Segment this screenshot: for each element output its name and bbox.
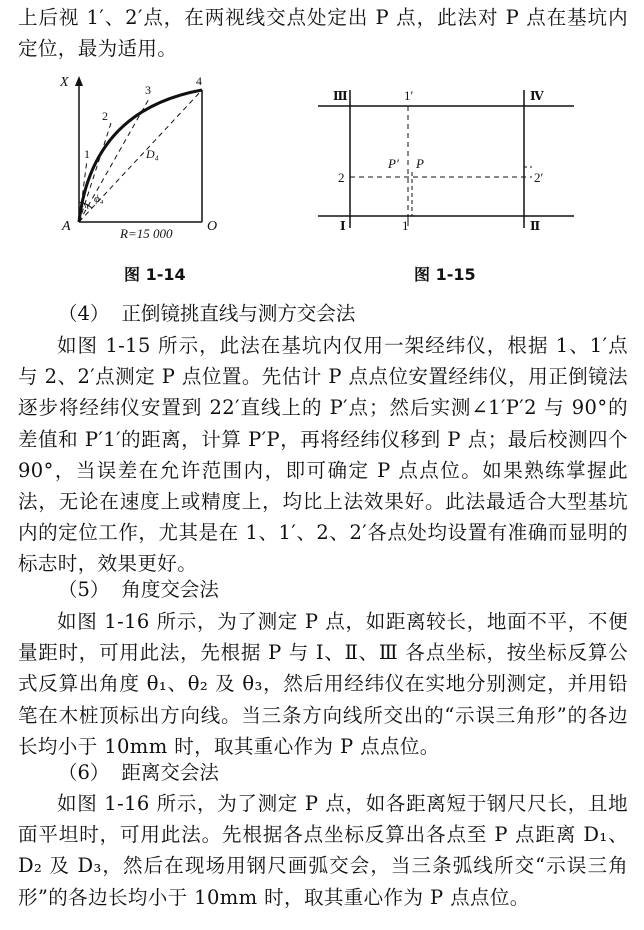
section-6-heading [58,758,219,788]
fig14-label-o: O [207,219,218,234]
section-5-heading [58,575,219,605]
section-4-body: 如图 1-15 所示，此法在基坑内仅用一架经纬仪，根据 1、1′点与 2、2′点测定 P 点位置。先估计 P 点点位安置经纬仪，用正倒镜法逐步将经纬仪安置到 22′直线上的 P′点；然后实测∠1′P′2 与 90°的差值和 P′1′的距离，计算 P′P，再将经纬仪移到 P 点；最后校测四个 90°，当误差在允许范围内，即可确定 P 点点位。如果熟练掌握此法，无论在速度上或精度上，均比上法效果好。此法最适合大型基坑内的定位工作，尤其是在 1、1′、2、2′各点处均设置有准确而显明的标志时，效果更好。 [18,334,628,576]
fig14-label-d4: D₄ [146,147,159,161]
fig15-label-pprime: P′ [388,156,399,171]
section-5-number: （5） [58,578,110,601]
section-4-heading [58,299,355,329]
fig14-axis-arrow [75,76,83,86]
fig15-label-1prime: 1′ [404,88,414,103]
fig14-label-1: 1 [84,147,90,161]
section-6-title: 距离交会法 [121,761,219,784]
section-4-number: （4） [58,302,110,325]
section-6-number: （6） [58,761,110,784]
figure-1-14-caption: 图 1-14 [124,265,186,284]
section-6-body: 如图 1-16 所示，为了测定 P 点，如各距离短于钢尺尺长，且地面平坦时，可用此法。先根据各点坐标反算出各点至 P 点距离 D₁、D₂ 及 D₃，然后在现场用钢尺画弧交会，当三条弧线所交“示误三角形”的各边长均小于 10mm 时，取其重心作为 P 点点位。 [18,792,628,909]
fig15-label-iv: Ⅳ [530,89,544,103]
fig14-label-a: A [62,219,71,234]
figure-1-15-caption: 图 1-15 [414,265,476,284]
intro-paragraph: 上后视 1′、2′点，在两视线交点处定出 P 点，此法对 P 点在基坑内定位，最为适用。 [18,6,628,61]
fig14-label-phi4: ϕ₄ [94,193,104,205]
fig14-label-r: R=15 000 [120,226,173,241]
fig14-label-x: X [60,75,69,90]
figure-1-14 [52,70,232,250]
fig14-label-3: 3 [145,83,151,97]
section-4-title: 正倒镜挑直线与测方交会法 [121,302,356,325]
fig14-label-4: 4 [196,74,202,88]
fig15-label-p: P [416,156,424,171]
fig15-label-2prime: 2′ [534,170,544,185]
section-5-body: 如图 1-16 所示，为了测定 P 点，如距离较长，地面不平，不便量距时，可用此法，先根据 P 与 Ⅰ、Ⅱ、Ⅲ 各点坐标，按坐标反算公式反算出角度 θ₁、θ₂ 及 θ₃，然后用经纬仪在实地分别测定，并用铅笔在木桩顶标出方向线。当三条方向线所交出的“示误三角形”的各边长均小于 10mm 时，取其重心作为 P 点点位。 [18,610,628,758]
fig15-label-2: 2 [338,170,345,185]
fig15-label-1: 1 [402,218,409,233]
fig14-chord-2 [79,120,112,222]
fig15-label-i: Ⅰ [340,219,346,233]
fig14-label-2: 2 [102,109,108,123]
figure-1-15 [318,70,574,250]
fig15-label-iii: Ⅲ [333,89,348,103]
section-5-title: 角度交会法 [121,578,219,601]
fig15-label-ii: Ⅱ [530,219,541,233]
